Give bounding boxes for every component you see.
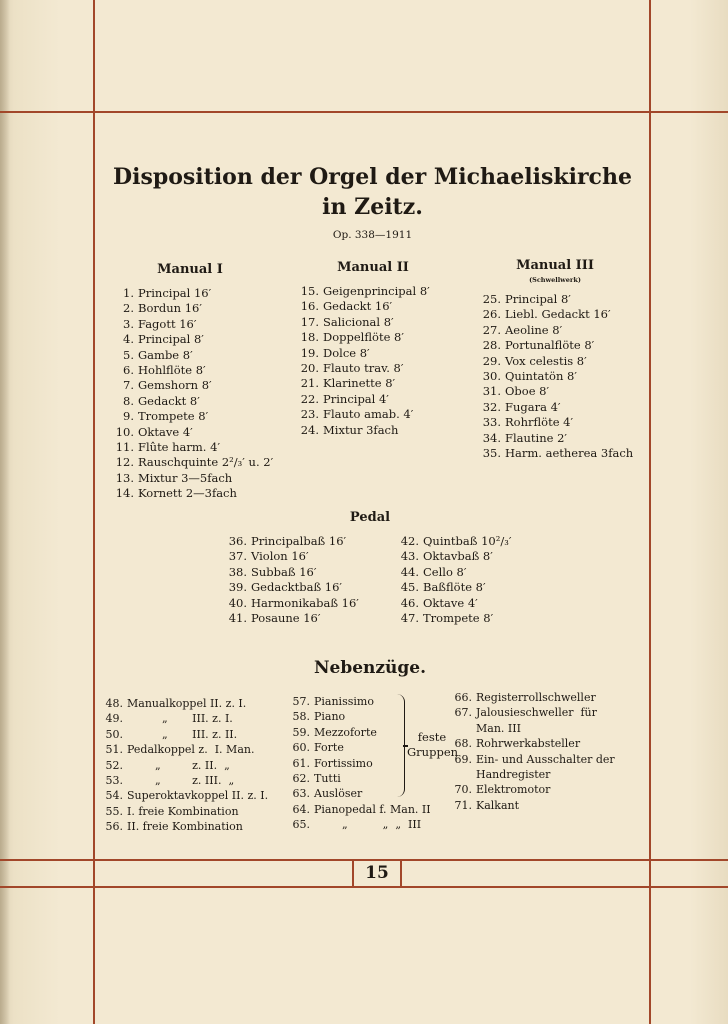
nebenzuege-list-2 [290, 694, 431, 833]
register-item [297, 361, 430, 376]
register-number: 59. [292, 725, 310, 739]
register-name: Salicional 8′ [323, 314, 394, 329]
register-number: 44. [400, 564, 419, 579]
register-name: Harm. aetherea 3fach [505, 445, 634, 460]
register-number: 18. [300, 330, 319, 345]
nebenzuege-list-3 [452, 690, 615, 813]
register-name: Subbaß 16′ [251, 564, 317, 579]
register-item [397, 549, 511, 564]
register-number: 13. [115, 470, 134, 485]
register-name: Ein- und Ausschalter der [476, 752, 615, 766]
group-label-line1: feste [417, 730, 447, 744]
register-number: 57. [292, 695, 310, 708]
register-name: Principalbaß 16′ [251, 534, 347, 548]
register-item [103, 696, 268, 711]
register-item [482, 415, 633, 430]
page-title-line2: in Zeitz. [322, 194, 423, 220]
register-item [297, 392, 430, 407]
manual2-heading: Manual II [337, 260, 409, 275]
register-number: 69. [454, 752, 472, 766]
register-item [225, 565, 359, 580]
register-item [482, 292, 633, 307]
register-name: Geigenprincipal 8′ [323, 284, 430, 298]
register-item [290, 786, 431, 801]
register-name: Fortissimo [314, 756, 373, 770]
register-item [106, 425, 273, 440]
register-item [482, 446, 633, 461]
register-number: 5. [123, 347, 134, 362]
register-item [106, 286, 273, 301]
register-number: 51. [105, 743, 123, 757]
register-item [103, 742, 268, 757]
register-number: 46. [400, 595, 419, 610]
register-item [452, 767, 615, 782]
register-name: Harmonikabaß 16′ [251, 595, 359, 610]
register-name: Rohrwerkabsteller [476, 737, 581, 751]
register-name: Baßflöte 8′ [423, 580, 486, 595]
register-item [397, 565, 511, 580]
register-number: 45. [400, 580, 419, 595]
register-number: 14. [115, 486, 134, 501]
register-item [106, 471, 273, 486]
register-name: Mixtur 3—5fach [138, 470, 233, 485]
register-item [452, 752, 615, 767]
register-number: 11. [115, 439, 134, 454]
register-number: 15. [300, 284, 319, 298]
manual3-heading: Manual III [516, 258, 594, 273]
register-number: 12. [115, 455, 134, 470]
register-number: 16. [300, 299, 319, 314]
pedal-list-right [397, 534, 511, 626]
register-number: 27. [482, 322, 501, 337]
register-number: 53. [105, 773, 123, 787]
pedal-heading: Pedal [349, 510, 391, 525]
page-title: Disposition der Orgel der Michaeliskirche [113, 164, 632, 190]
register-number: 4. [123, 332, 134, 347]
register-name: Principal 8′ [505, 292, 571, 306]
register-name: Trompete 8′ [138, 409, 209, 424]
register-name: „ „ „ III [314, 818, 422, 832]
register-number: 33. [482, 415, 501, 430]
register-name: Rohrflöte 4′ [505, 415, 574, 430]
frame-rule-right [649, 0, 651, 1024]
register-name: Quintatön 8′ [505, 368, 577, 383]
register-item [452, 721, 615, 736]
register-item [297, 423, 430, 438]
register-item [225, 549, 359, 564]
register-item [225, 580, 359, 595]
register-name: I. freie Kombination [127, 804, 239, 818]
register-item [290, 694, 431, 709]
nebenzuege-list-1 [103, 696, 268, 835]
register-number: 60. [292, 741, 310, 755]
register-name: Oboe 8′ [505, 384, 550, 399]
register-number: 8. [123, 393, 134, 408]
manual1-heading: Manual I [157, 262, 223, 277]
register-item [482, 384, 633, 399]
register-number: 24. [300, 422, 319, 437]
register-number: 10. [115, 424, 134, 439]
opus-number: Op. 338—1911 [332, 229, 413, 241]
register-number: 41. [228, 610, 247, 625]
register-item [290, 802, 431, 817]
book-gutter [0, 0, 10, 1024]
register-item [106, 301, 273, 316]
register-name: Cello 8′ [423, 564, 467, 579]
frame-rule-top [0, 111, 728, 113]
register-name: Kornett 2—3fach [138, 486, 237, 501]
register-item [452, 782, 615, 797]
register-number: 68. [454, 737, 472, 751]
register-item [103, 819, 268, 834]
register-number: 70. [454, 783, 472, 797]
register-number: 49. [105, 712, 123, 726]
register-name: Gambe 8′ [138, 347, 193, 362]
group-label-line2: Gruppen [407, 745, 459, 759]
register-name: Doppelflöte 8′ [323, 330, 404, 345]
register-item [106, 317, 273, 332]
register-number: 47. [400, 610, 419, 625]
register-name: Registerrollschweller [476, 691, 596, 704]
register-item [225, 534, 359, 549]
register-item [297, 299, 430, 314]
register-number: 35. [482, 445, 501, 460]
register-item [106, 486, 273, 501]
register-item [452, 736, 615, 751]
register-number: 48. [105, 697, 123, 710]
register-number: 19. [300, 345, 319, 360]
register-name: Principal 16′ [138, 286, 212, 300]
register-name: Flautine 2′ [505, 430, 568, 445]
register-name: Principal 8′ [138, 332, 204, 347]
register-number: 36. [228, 534, 247, 548]
register-item [482, 323, 633, 338]
register-item [297, 284, 430, 299]
register-item [482, 369, 633, 384]
nebenzuege-heading: Nebenzüge. [313, 658, 427, 678]
register-item [106, 440, 273, 455]
register-item [103, 727, 268, 742]
register-name: Bordun 16′ [138, 301, 202, 316]
register-name: „ III. z. II. [127, 727, 238, 741]
register-name: Principal 4′ [323, 391, 389, 406]
register-number: 40. [228, 595, 247, 610]
register-name: Posaune 16′ [251, 610, 321, 625]
register-item [106, 378, 273, 393]
register-name: Fagott 16′ [138, 316, 197, 331]
register-item [225, 596, 359, 611]
register-number: 3. [123, 316, 134, 331]
register-item [482, 307, 633, 322]
register-name: Handregister [476, 767, 551, 781]
register-number: 55. [105, 804, 123, 818]
register-item [106, 394, 273, 409]
register-number: 50. [105, 727, 123, 741]
register-item [290, 771, 431, 786]
register-number: 34. [482, 430, 501, 445]
register-name: „ z. III. „ [127, 773, 235, 787]
frame-rule-bottom-2 [0, 886, 728, 888]
register-name: Pianissimo [314, 695, 374, 708]
register-number: 23. [300, 407, 319, 422]
register-number: 43. [400, 549, 419, 564]
register-item [106, 332, 273, 347]
register-number: 56. [105, 820, 123, 834]
register-number: 52. [105, 758, 123, 772]
register-item [106, 363, 273, 378]
manual2-list [297, 284, 430, 438]
register-number: 71. [454, 798, 472, 812]
register-item [103, 773, 268, 788]
register-name: Pianopedal f. Man. II [314, 802, 431, 816]
register-number: 20. [300, 360, 319, 375]
register-name: Gemshorn 8′ [138, 378, 212, 393]
register-item [106, 409, 273, 424]
register-number: 31. [482, 384, 501, 399]
register-item [103, 711, 268, 726]
register-number: 66. [454, 691, 472, 704]
register-name: Gedacktbaß 16′ [251, 580, 343, 595]
register-number: 28. [482, 338, 501, 353]
register-name: Flauto trav. 8′ [323, 360, 404, 375]
register-item [452, 798, 615, 813]
register-name: Piano [314, 710, 346, 724]
register-number: 17. [300, 314, 319, 329]
manual1-list [106, 286, 273, 501]
register-number: 62. [292, 771, 310, 785]
register-name: Manualkoppel II. z. I. [127, 697, 247, 710]
register-item [297, 346, 430, 361]
register-number: 26. [482, 307, 501, 322]
register-name: Hohlflöte 8′ [138, 362, 206, 377]
manual3-subheading: (Schwellwerk) [529, 276, 581, 284]
register-item [106, 455, 273, 470]
register-number: 38. [228, 564, 247, 579]
register-number: 29. [482, 353, 501, 368]
register-number: 7. [123, 378, 134, 393]
register-name: Kalkant [476, 798, 520, 812]
register-name: Mezzoforte [314, 725, 377, 739]
register-item [106, 348, 273, 363]
register-name: Flûte harm. 4′ [138, 439, 221, 454]
register-name: Man. III [476, 721, 521, 735]
register-name: Auslöser [314, 787, 363, 801]
register-number: 64. [292, 802, 310, 816]
register-number: 21. [300, 376, 319, 391]
register-name: Quintbaß 10²/₃′ [423, 534, 512, 548]
pedal-list-left [225, 534, 359, 626]
register-number: 37. [228, 549, 247, 564]
register-item [290, 817, 431, 832]
register-name: Gedackt 16′ [323, 299, 393, 314]
register-item [452, 705, 615, 720]
group-label [407, 730, 457, 760]
register-number: 2. [123, 301, 134, 316]
register-number: 22. [300, 391, 319, 406]
register-name: Forte [314, 741, 344, 755]
register-number: 6. [123, 362, 134, 377]
register-number: 30. [482, 368, 501, 383]
page-number: 15 [352, 859, 402, 886]
register-number: 67. [454, 706, 472, 720]
register-item [297, 315, 430, 330]
register-name: Rauschquinte 2²/₃′ u. 2′ [138, 455, 274, 470]
register-name: Liebl. Gedackt 16′ [505, 307, 611, 322]
register-number: 54. [105, 789, 123, 803]
register-item [482, 431, 633, 446]
register-item [297, 376, 430, 391]
register-number: 25. [482, 292, 501, 306]
register-number: 65. [292, 818, 310, 832]
register-item [397, 534, 511, 549]
register-name: Oktave 4′ [138, 424, 193, 439]
register-number: 58. [292, 710, 310, 724]
frame-rule-left [93, 0, 95, 1024]
register-name: Pedalkoppel z. I. Man. [127, 743, 255, 757]
register-item [482, 354, 633, 369]
register-name: Superoktavkoppel II. z. I. [127, 789, 269, 803]
register-item [103, 788, 268, 803]
register-item [103, 804, 268, 819]
register-number: 1. [123, 286, 134, 300]
register-name: Tutti [314, 771, 341, 785]
register-number: 61. [292, 756, 310, 770]
register-name: „ z. II. „ [127, 758, 230, 772]
register-number: 32. [482, 399, 501, 414]
register-item [297, 407, 430, 422]
register-number: 42. [400, 534, 419, 548]
register-item [397, 611, 511, 626]
register-name: Dolce 8′ [323, 345, 370, 360]
register-item [103, 758, 268, 773]
register-number: 39. [228, 580, 247, 595]
register-name: Mixtur 3fach [323, 422, 399, 437]
register-name: Klarinette 8′ [323, 376, 396, 391]
register-name: Jalousieschweller für [476, 706, 597, 720]
register-number: 9. [123, 409, 134, 424]
register-item [225, 611, 359, 626]
register-name: Trompete 8′ [423, 610, 494, 625]
register-name: Flauto amab. 4′ [323, 407, 414, 422]
register-name: Vox celestis 8′ [505, 353, 587, 368]
register-name: Aeoline 8′ [505, 322, 563, 337]
register-name: Violon 16′ [251, 549, 309, 564]
register-item [482, 338, 633, 353]
manual3-list [482, 292, 633, 461]
register-name: Elektromotor [476, 783, 551, 797]
register-name: Gedackt 8′ [138, 393, 200, 408]
register-number: 63. [292, 787, 310, 801]
register-item [397, 596, 511, 611]
register-item [290, 709, 431, 724]
register-item [452, 690, 615, 705]
register-name: Portunalflöte 8′ [505, 338, 595, 353]
register-name: Fugara 4′ [505, 399, 561, 414]
register-name: II. freie Kombination [127, 820, 243, 834]
register-name: „ III. z. I. [127, 712, 233, 726]
register-item [397, 580, 511, 595]
register-item [482, 400, 633, 415]
register-item [297, 330, 430, 345]
register-name: Oktave 4′ [423, 595, 478, 610]
register-name: Oktavbaß 8′ [423, 549, 493, 564]
